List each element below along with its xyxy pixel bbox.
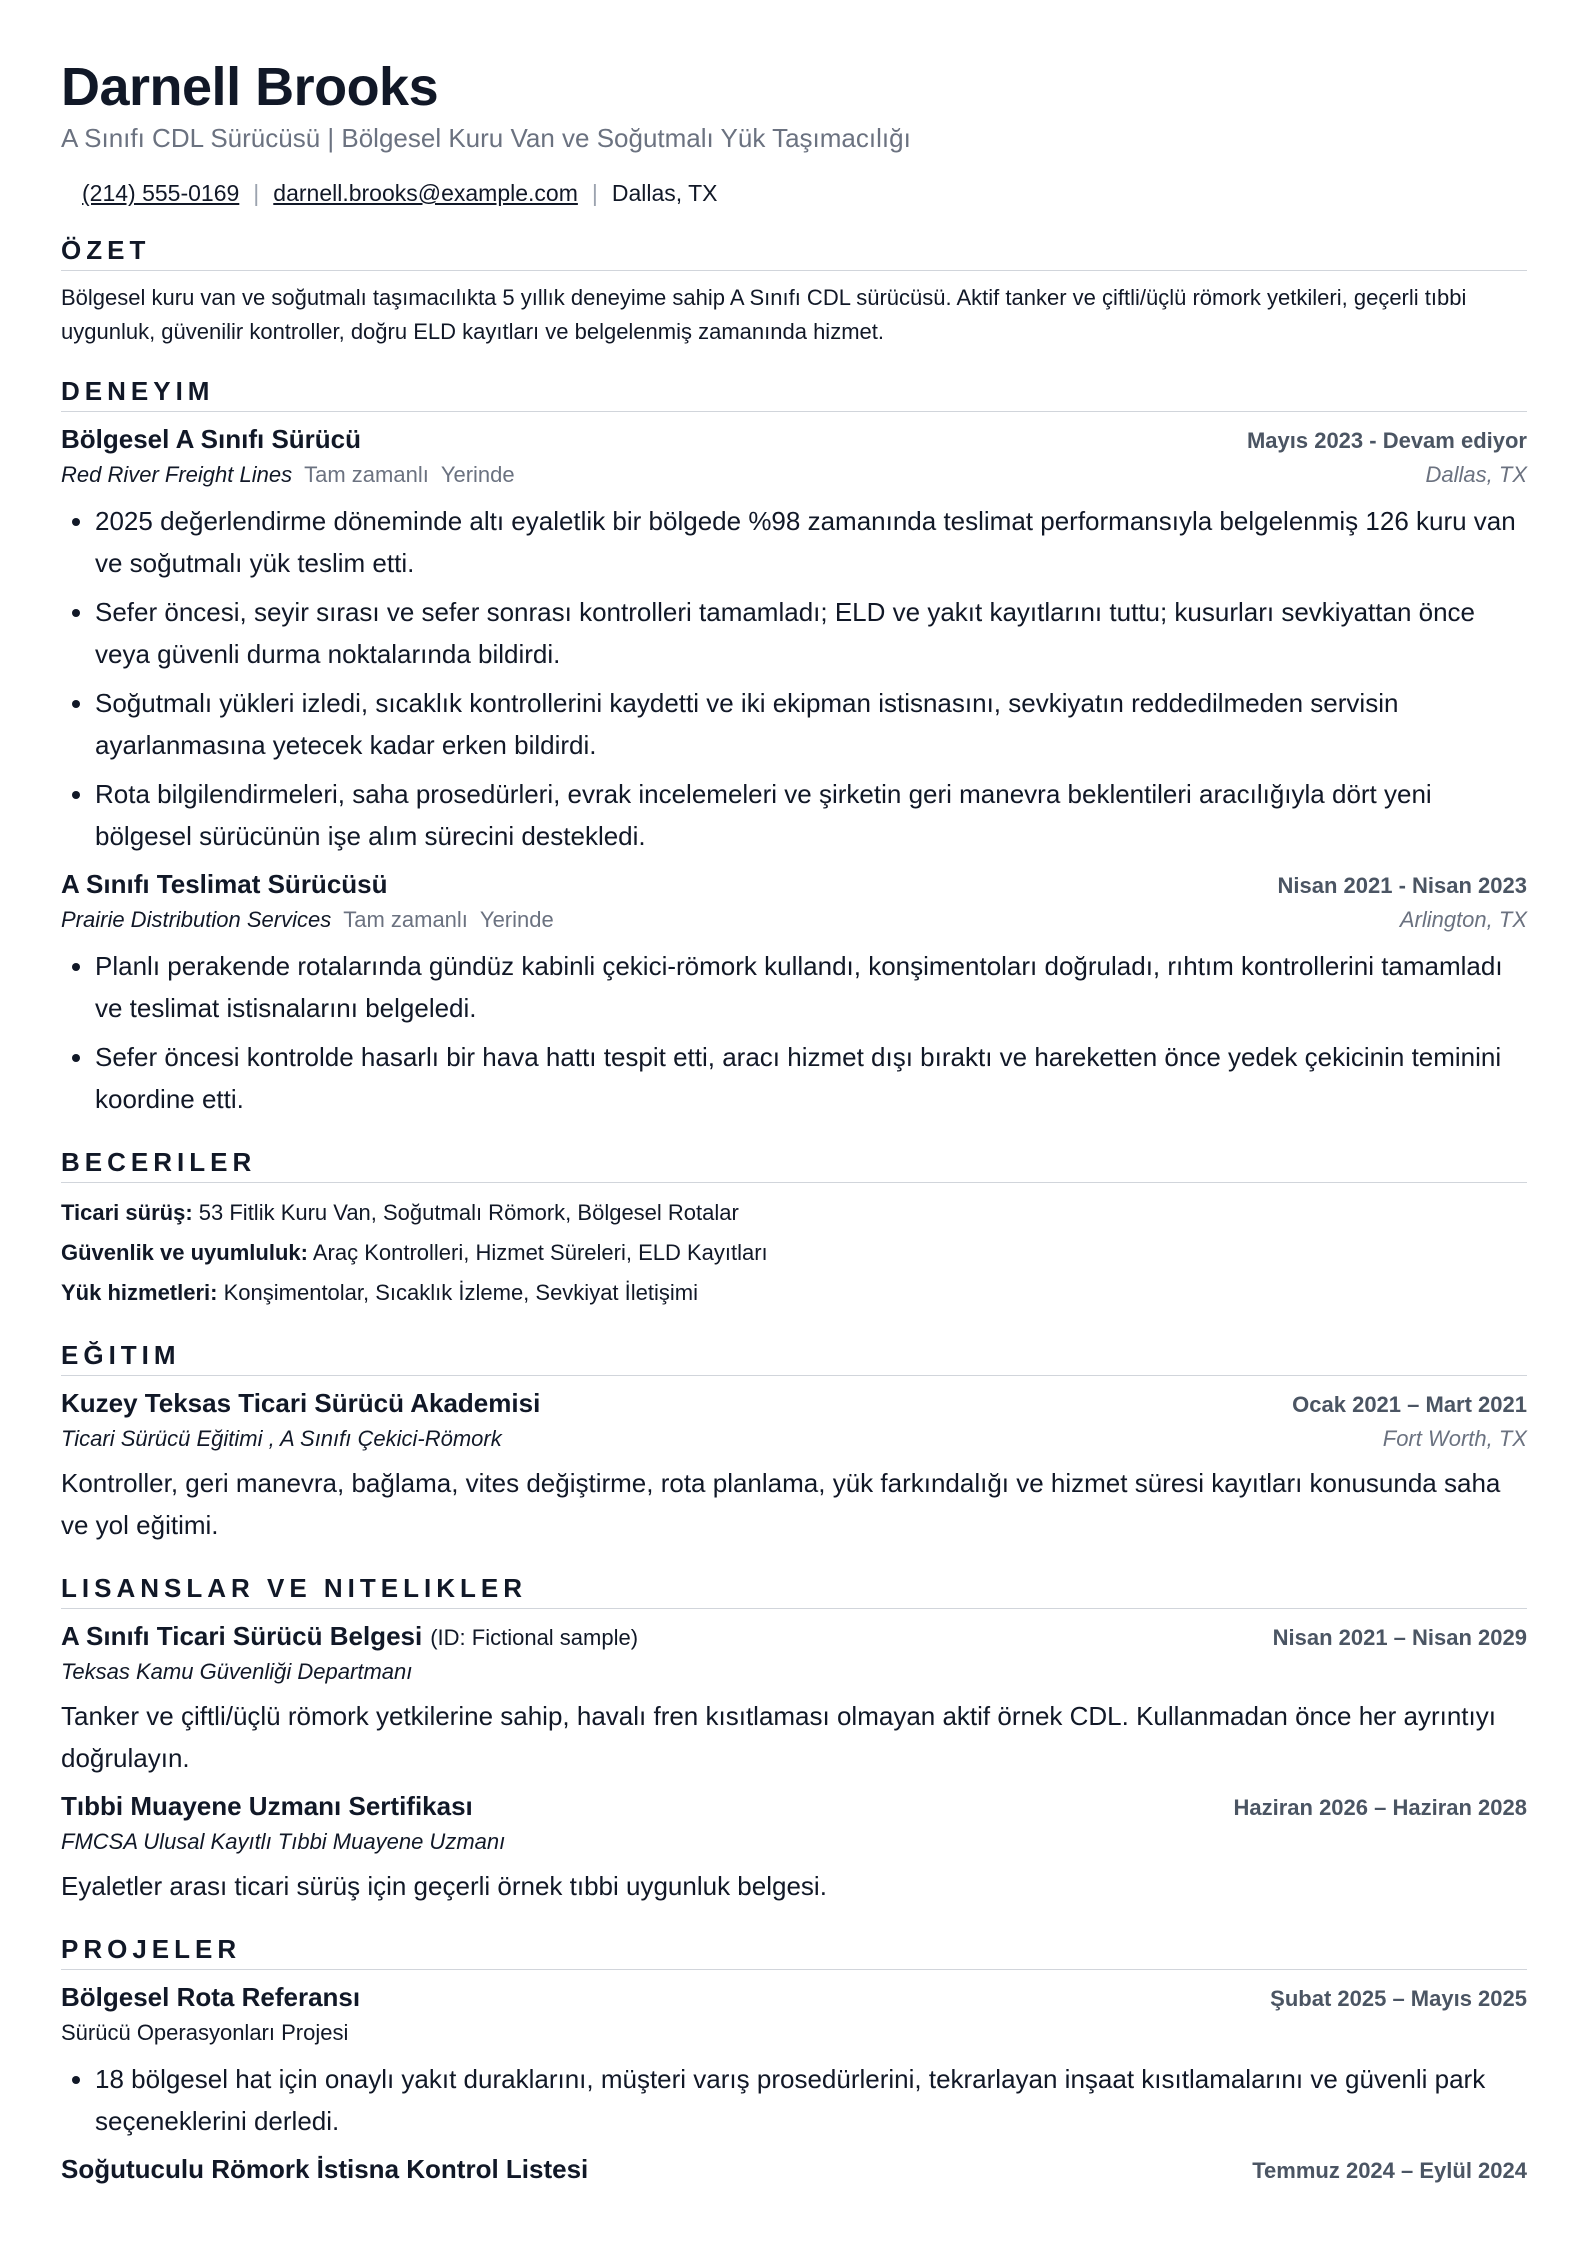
- skill-value: 53 Fitlik Kuru Van, Soğutmalı Römork, Bölgesel Rotalar: [198, 1200, 739, 1225]
- education-description: Kontroller, geri manevra, bağlama, vites değiştirme, rota planlama, yük farkındalığı ve hizmet süresi kayıtları konusunda saha ve yol eğitimi.: [61, 1468, 1501, 1540]
- job-bullets: [61, 945, 1527, 1120]
- employment-type: Tam zamanlı: [343, 907, 468, 932]
- list-item: • Sefer öncesi kontrolde hasarlı bir hava hattı tespit etti, aracı hizmet dışı bıraktı ve hareketten önce yedek çekicinin teminini koordine etti.: [95, 1036, 1527, 1120]
- list-item: • 18 bölgesel hat için onaylı yakıt duraklarını, müşteri varış prosedürlerini, tekrarlayan inşaat kısıtlamalarını ve güvenli park seçeneklerini derledi.: [95, 2058, 1527, 2142]
- licenses-section: [61, 1572, 1527, 1907]
- skill-value: Konşimentolar, Sıcaklık İzleme, Sevkiyat İletişimi: [223, 1280, 698, 1305]
- email-link[interactable]: darnell.brooks@example.com: [273, 180, 578, 206]
- experience-entry: [61, 867, 1527, 1120]
- section-title-skills: BECERILER: [61, 1146, 1527, 1183]
- section-title-licenses: LISANSLAR VE NITELIKLER: [61, 1572, 1527, 1609]
- experience-entry: [61, 422, 1527, 857]
- skill-label: Güvenlik ve uyumluluk:: [61, 1240, 308, 1265]
- license-entry: [61, 1619, 1527, 1779]
- project-subtitle: Sürücü Operasyonları Projesi: [61, 2020, 349, 2045]
- company-name: Prairie Distribution Services: [61, 907, 332, 932]
- list-item: • Rota bilgilendirmeleri, saha prosedürleri, evrak incelemeleri ve şirketin geri manevra beklentileri aracılığıyla dört yeni bölgesel sürücünün işe alım sürecini destekledi.: [95, 773, 1527, 857]
- license-title: Tıbbi Muayene Uzmanı Sertifikası: [61, 1791, 473, 1821]
- separator: |: [591, 180, 598, 206]
- project-dates: Şubat 2025 – Mayıs 2025: [1270, 1986, 1527, 2011]
- list-item: • Planlı perakende rotalarında gündüz kabinli çekici-römork kullandı, konşimentoları doğruladı, rıhtım kontrollerini tamamladı ve teslimat istisnalarını belgeledi.: [95, 945, 1527, 1029]
- separator: |: [253, 180, 260, 206]
- work-mode: Yerinde: [479, 907, 554, 932]
- education-dates: Ocak 2021 – Mart 2021: [1292, 1392, 1527, 1417]
- company-name: Red River Freight Lines: [61, 462, 293, 487]
- list-item: • 2025 değerlendirme döneminde altı eyaletlik bir bölgede %98 zamanında teslimat performansıyla belgelenmiş 126 kuru van ve soğutmalı yük teslim etti.: [95, 500, 1527, 584]
- program-name: Ticari Sürücü Eğitimi , A Sınıfı Çekici-Römork: [61, 1426, 502, 1451]
- job-dates: Nisan 2021 - Nisan 2023: [1277, 873, 1527, 898]
- skill-row: [61, 1273, 1527, 1313]
- school-name: Kuzey Teksas Ticari Sürücü Akademisi: [61, 1388, 541, 1418]
- license-entry: [61, 1789, 1527, 1907]
- project-title: Bölgesel Rota Referansı: [61, 1982, 361, 2012]
- skill-row: [61, 1233, 1527, 1273]
- section-title-education: EĞITIM: [61, 1339, 1527, 1376]
- list-item: • Sefer öncesi, seyir sırası ve sefer sonrası kontrolleri tamamladı; ELD ve yakıt kayıtlarını tuttu; kusurları sevkiyattan önce veya güvenli durma noktalarında bildirdi.: [95, 591, 1527, 675]
- education-location: Fort Worth, TX: [1382, 1426, 1527, 1451]
- section-title-summary: ÖZET: [61, 234, 1527, 271]
- project-entry: [61, 1980, 1527, 2142]
- list-item: • Soğutmalı yükleri izledi, sıcaklık kontrollerini kaydetti ve iki ekipman istisnasını, sevkiyatın reddedilmeden servisin ayarlanmasına yetecek kadar erken bildirdi.: [95, 682, 1527, 766]
- candidate-name: Darnell Brooks: [61, 57, 439, 117]
- skills-section: [61, 1146, 1527, 1313]
- license-title: A Sınıfı Ticari Sürücü Belgesi: [61, 1621, 423, 1651]
- headline: A Sınıfı CDL Sürücüsü | Bölgesel Kuru Van ve Soğutmalı Yük Taşımacılığı: [61, 123, 911, 153]
- skill-label: Yük hizmetleri:: [61, 1280, 218, 1305]
- job-dates: Mayıs 2023 - Devam ediyor: [1246, 428, 1527, 453]
- section-title-projects: PROJELER: [61, 1933, 1527, 1970]
- location: Dallas, TX: [611, 180, 718, 206]
- project-dates: Temmuz 2024 – Eylül 2024: [1252, 2158, 1527, 2183]
- license-issuer: Teksas Kamu Güvenliği Departmanı: [61, 1659, 413, 1684]
- contact-line: [61, 178, 1527, 208]
- license-dates: Nisan 2021 – Nisan 2029: [1272, 1625, 1527, 1650]
- license-id-note: (ID: Fictional sample): [430, 1625, 639, 1650]
- section-title-experience: DENEYIM: [61, 375, 1527, 412]
- license-description: Eyaletler arası ticari sürüş için geçerli örnek tıbbi uygunluk belgesi.: [61, 1871, 827, 1901]
- job-title: A Sınıfı Teslimat Sürücüsü: [61, 869, 388, 899]
- employment-type: Tam zamanlı: [304, 462, 429, 487]
- license-description: Tanker ve çiftli/üçlü römork yetkilerine sahip, havalı fren kısıtlaması olmayan aktif örnek CDL. Kullanmadan önce her ayrıntıyı doğrulayın.: [61, 1701, 1496, 1773]
- summary-section: [61, 234, 1527, 349]
- skill-value: Araç Kontrolleri, Hizmet Süreleri, ELD Kayıtları: [312, 1240, 768, 1265]
- license-issuer: FMCSA Ulusal Kayıtlı Tıbbi Muayene Uzmanı: [61, 1829, 506, 1854]
- summary-text: Bölgesel kuru van ve soğutmalı taşımacılıkta 5 yıllık deneyime sahip A Sınıfı CDL sürücüsü. Aktif tanker ve çiftli/üçlü römork yetkileri, geçerli tıbbi uygunluk, güvenilir kontroller, doğru ELD kayıtları ve belgelenmiş zamanında hizmet.: [61, 285, 1467, 344]
- experience-section: [61, 375, 1527, 1120]
- project-bullets: [61, 2058, 1527, 2142]
- license-dates: Haziran 2026 – Haziran 2028: [1233, 1795, 1527, 1820]
- projects-section: [61, 1933, 1527, 2188]
- skill-row: [61, 1193, 1527, 1233]
- job-location: Arlington, TX: [1399, 907, 1527, 932]
- work-mode: Yerinde: [440, 462, 515, 487]
- job-bullets: [61, 500, 1527, 857]
- project-title: Soğutuculu Römork İstisna Kontrol Listesi: [61, 2154, 589, 2184]
- education-section: [61, 1339, 1527, 1546]
- project-entry: [61, 2152, 1527, 2188]
- job-title: Bölgesel A Sınıfı Sürücü: [61, 424, 362, 454]
- education-entry: [61, 1386, 1527, 1546]
- phone-link[interactable]: (214) 555-0169: [82, 180, 240, 206]
- job-location: Dallas, TX: [1425, 462, 1527, 487]
- skill-label: Ticari sürüş:: [61, 1200, 193, 1225]
